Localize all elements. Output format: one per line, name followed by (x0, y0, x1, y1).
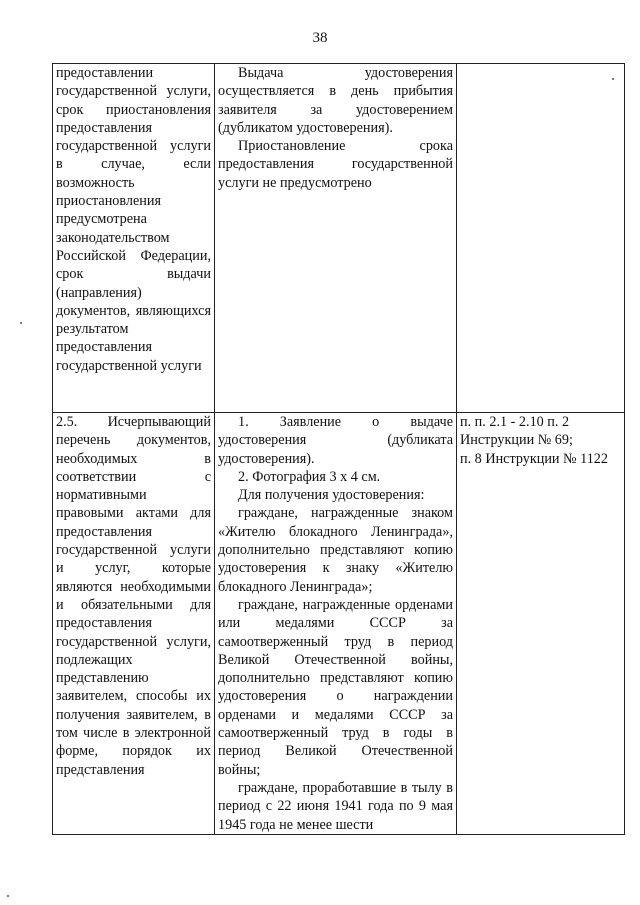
row2-reference-line2: п. 8 Инструкции № 1122 (460, 450, 608, 467)
row1-content-p1: Выдача удостоверения осуществляется в день прибытия заявителя за удостоверением (дубликатом удостоверения). (218, 65, 453, 136)
scan-speck (612, 78, 614, 80)
row2-content-p2: 2. Фотография 3 х 4 см. (238, 468, 381, 485)
scan-speck (20, 322, 22, 324)
scan-speck (7, 895, 9, 897)
row2-content-p5: граждане, награжденные орденами или медалями СССР за самоотверженный труд в период Великой Отечественной войны, дополнительно представляют копию удостоверения о награждении орденами и медалями СССР за самоотверженный труд в годы в период Великой Отечественной войны; (218, 596, 453, 778)
table-row (53, 413, 625, 835)
row2-description-text: 2.5. Исчерпывающий перечень документов, необходимых в соответствии с нормативными правовыми актами для предоставления государственной услуги и услуг, которые являются необходимыми и обязательными для предоставления государственной услуги, подлежащих представлению заявителем, способы их получения заявителем, в том числе в электронной форме, порядок их представления (56, 414, 211, 778)
row2-content-cell (215, 413, 457, 835)
row2-content-p6: граждане, проработавшие в тылу в период с 22 июня 1941 года по 9 мая 1945 года не менее шести (218, 779, 453, 833)
row2-content-p4: граждане, награжденные знаком «Жителю блокадного Ленинграда», дополнительно представляют копию удостоверения к знаку «Жителю блокадного Ленинграда»; (218, 505, 453, 595)
page-number: 38 (312, 30, 328, 46)
row2-content-p1: 1. Заявление о выдаче удостоверения (дубликата удостоверения). (218, 414, 453, 467)
row1-content-cell (215, 64, 457, 413)
table-row (53, 64, 625, 413)
row1-reference-cell (457, 64, 625, 413)
row2-reference-cell (457, 413, 625, 835)
row2-content-p3: Для получения удостоверения: (238, 487, 425, 504)
services-table (52, 63, 625, 835)
row1-description-cell (53, 64, 215, 413)
row1-description-text: предоставлении государственной услуги, срок приостановления предоставления государственной услуги в случае, если возможность приостановления предусмотрена законодательством Российской Федерации, срок выдачи (направления) документов, являющихся результатом предоставления государственной услуги (56, 65, 211, 374)
row2-reference-line1: п. п. 2.1 - 2.10 п. 2 Инструкции № 69; (460, 414, 573, 449)
row1-content-p2: Приостановление срока предоставления государственной услуги не предусмотрено (218, 138, 453, 191)
row2-description-cell (53, 413, 215, 835)
